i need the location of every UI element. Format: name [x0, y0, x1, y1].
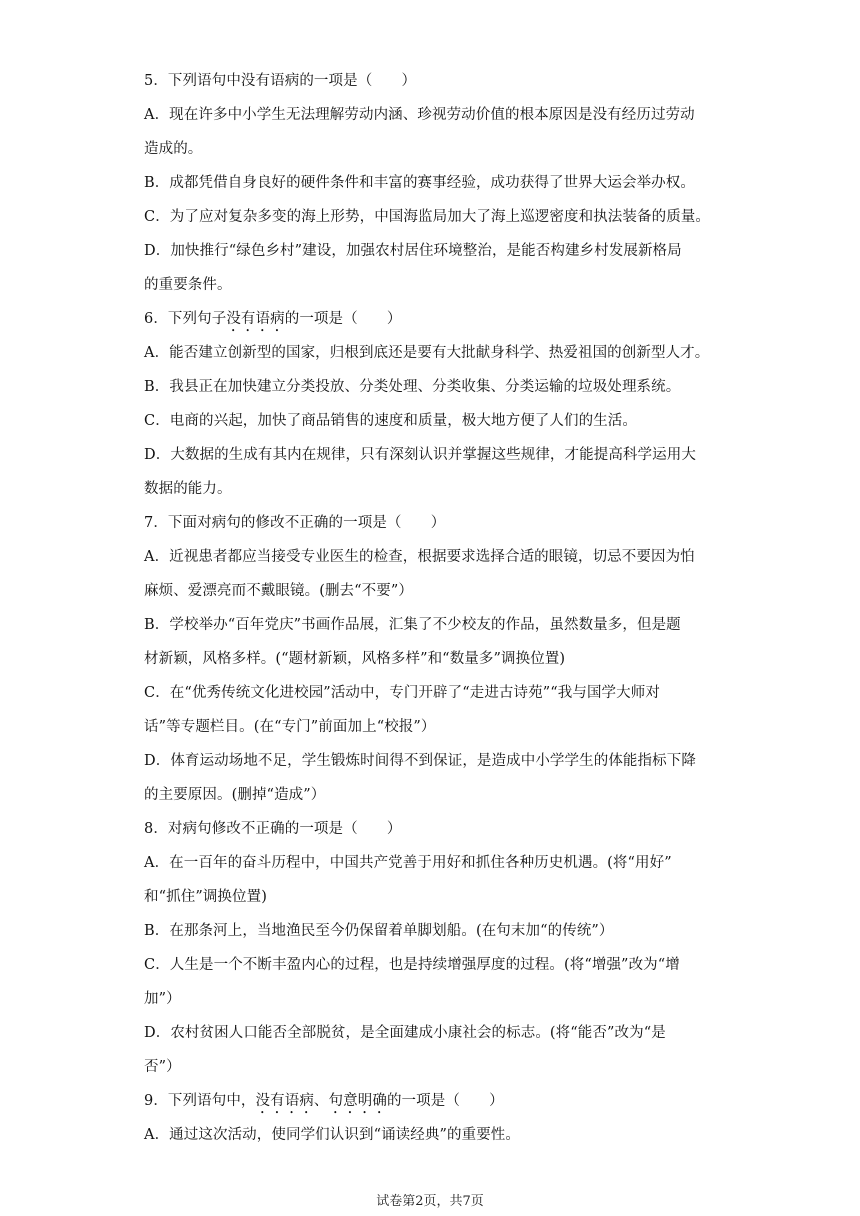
question-6-option-c: C．电商的兴起，加快了商品销售的速度和质量，极大地方便了人们的生活。	[144, 413, 637, 429]
question-7-option-c: C．在“优秀传统文化进校园”活动中，专门开辟了“走进古诗苑”“我与国学大师对	[144, 685, 660, 701]
question-5-option-b: B．成都凭借自身良好的硬件条件和丰富的赛事经验，成功获得了世界大运会举办权。	[144, 175, 695, 191]
question-6-option-a: A．能否建立创新型的国家，归根到底还是要有大批献身科学、热爱祖国的创新型人才。	[144, 345, 710, 361]
exam-page-content	[144, 64, 724, 1152]
question-9-stem: 9．下列语句中，没有语病、句意明确的一项是（ ）	[144, 1093, 504, 1109]
question-6-option-d-cont: 数据的能力。	[144, 481, 232, 497]
question-7-option-d: D．体育运动场地不足，学生锻炼时间得不到保证，是造成中小学学生的体能指标下降	[144, 753, 696, 769]
question-8-option-d: D．农村贫困人口能否全部脱贫，是全面建成小康社会的标志。(将“能否”改为“是	[144, 1025, 666, 1041]
question-8-stem: 8．对病句修改不正确的一项是（ ）	[144, 821, 402, 837]
question-8-option-c-cont: 加”）	[144, 991, 181, 1007]
question-5-stem: 5．下列语句中没有语病的一项是（ ）	[144, 73, 417, 89]
question-7-option-a-cont: 麻烦、爱漂亮而不戴眼镜。(删去“不要”）	[144, 583, 413, 599]
question-6-option-b: B．我县正在加快建立分类投放、分类处理、分类收集、分类运输的垃圾处理系统。	[144, 379, 681, 395]
question-8-option-a: A．在一百年的奋斗历程中，中国共产党善于用好和抓住各种历史机遇。(将“用好”	[144, 855, 672, 871]
emphasis-dots: 没有语病	[226, 311, 285, 327]
question-8-option-d-cont: 否”）	[144, 1059, 181, 1075]
question-7-stem: 7．下面对病句的修改不正确的一项是（ ）	[144, 515, 446, 531]
question-7-option-c-cont: 话”等专题栏目。(在“专门”前面加上“校报”）	[144, 719, 436, 735]
question-8-option-a-cont: 和“抓住”调换位置)	[144, 889, 267, 905]
question-5-option-d: D．加快推行“绿色乡村”建设，加强农村居住环境整治，是能否构建乡村发展新格局	[144, 243, 682, 259]
question-7-option-b-cont: 材新颖，风格多样。(“题材新颖，风格多样”和“数量多”调换位置)	[144, 651, 566, 667]
question-9-option-a: A．通过这次活动，使同学们认识到“诵读经典”的重要性。	[144, 1127, 520, 1143]
question-5-option-a: A．现在许多中小学生无法理解劳动内涵、珍视劳动价值的根本原因是没有经历过劳动	[144, 107, 695, 123]
page-footer: 试卷第2页，共7页	[376, 1194, 484, 1209]
question-7-option-b: B．学校举办“百年党庆”书画作品展，汇集了不少校友的作品，虽然数量多，但是题	[144, 617, 681, 633]
emphasis-dots: 没有语病、句意明确	[255, 1093, 387, 1109]
question-6-stem: 6．下列句子没有语病的一项是（ ）	[144, 311, 402, 327]
question-8-option-b: B．在那条河上，当地渔民至今仍保留着单脚划船。(在句末加“的传统”）	[144, 923, 614, 939]
question-7-option-a: A．近视患者都应当接受专业医生的检查，根据要求选择合适的眼镜，切忌不要因为怕	[144, 549, 695, 565]
question-7-option-d-cont: 的主要原因。(删掉“造成”）	[144, 787, 326, 803]
question-6-option-d: D．大数据的生成有其内在规律，只有深刻认识并掌握这些规律，才能提高科学运用大	[144, 447, 696, 463]
question-5-option-c: C．为了应对复杂多变的海上形势，中国海监局加大了海上巡逻密度和执法装备的质量。	[144, 209, 710, 225]
question-5-option-a-cont: 造成的。	[144, 141, 203, 157]
question-5-option-d-cont: 的重要条件。	[144, 277, 232, 293]
question-8-option-c: C．人生是一个不断丰盈内心的过程，也是持续增强厚度的过程。(将“增强”改为“增	[144, 957, 680, 973]
